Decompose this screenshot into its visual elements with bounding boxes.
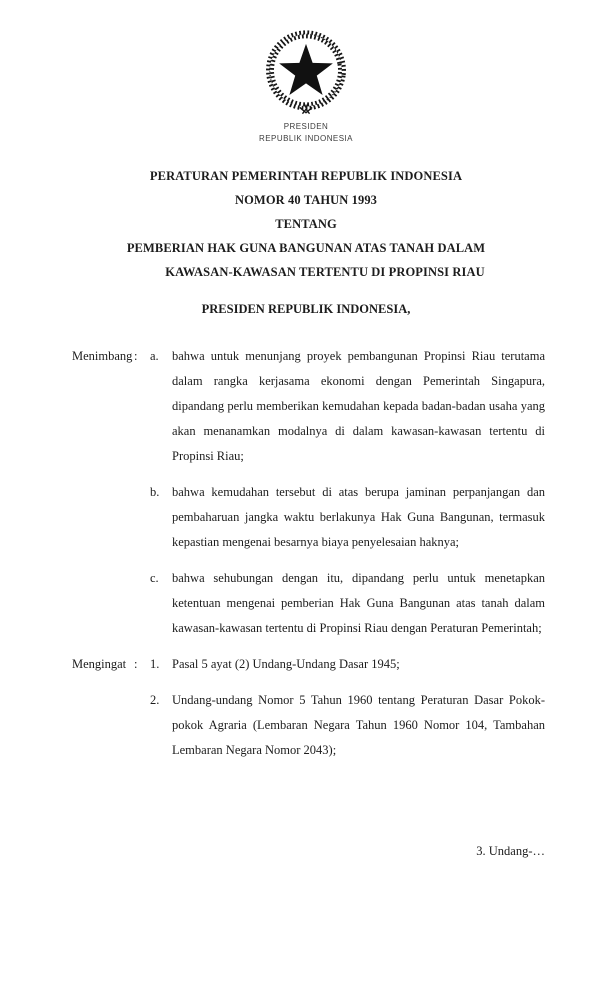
clause-row-mengingat-2 [72, 688, 545, 763]
item-marker: a. [150, 349, 159, 363]
letterhead-caption-line1: PRESIDEN [283, 122, 329, 131]
item-text: Undang-undang Nomor 5 Tahun 1960 tentang Peraturan Dasar Pokok-pokok Agraria (Lembaran Negara Tahun 1960 Nomor 104, Tambahan Lembaran Negara Nomor 2043); [172, 693, 545, 757]
letterhead [0, 0, 612, 144]
title-line-3: TENTANG [275, 217, 337, 231]
section-colon-spacer [134, 566, 150, 641]
section-colon: : [134, 349, 138, 363]
item-marker: c. [150, 571, 159, 585]
clause-row-menimbang-b [72, 480, 545, 555]
section-label: Menimbang [72, 349, 133, 363]
item-text: Pasal 5 ayat (2) Undang-Undang Dasar 1945; [172, 657, 400, 671]
catchword: 3. Undang-… [476, 844, 545, 858]
section-colon-spacer [134, 688, 150, 763]
letterhead-caption [0, 121, 612, 144]
clauses [0, 344, 612, 763]
title-line-2: NOMOR 40 TAHUN 1993 [234, 193, 378, 207]
clause-row-menimbang-c [72, 566, 545, 641]
title-line-1: PERATURAN PEMERINTAH REPUBLIK INDONESIA [149, 169, 463, 183]
section-colon-spacer [134, 480, 150, 555]
item-marker: 1. [150, 657, 160, 671]
section-label-spacer [72, 688, 134, 763]
clause-row-menimbang-a [72, 344, 545, 469]
section-colon: : [134, 657, 138, 671]
item-text: bahwa kemudahan tersebut di atas berupa jaminan perpanjangan dan pembaharuan jangka waktu berlakunya Hak Guna Bangunan, termasuk kepastian mengenai besarnya biaya penyelesaian haknya; [172, 485, 545, 549]
section-label: Mengingat [72, 657, 127, 671]
section-label-spacer [72, 480, 134, 555]
letterhead-caption-line2: REPUBLIK INDONESIA [259, 133, 353, 143]
item-text: bahwa untuk menunjang proyek pembangunan Propinsi Riau terutama dalam rangka kerjasama ekonomi dengan Pemerintah Singapura, dipandang perlu memberikan kemudahan kepada badan-badan usaha yang akan menanamkan modalnya di dalam kawasan-kawasan tertentu di Propinsi Riau; [172, 349, 545, 463]
clause-row-mengingat-1 [72, 652, 545, 677]
item-marker: b. [150, 485, 160, 499]
salutation: PRESIDEN REPUBLIK INDONESIA, [201, 302, 411, 316]
item-marker: 2. [150, 693, 160, 707]
item-text: bahwa sehubungan dengan itu, dipandang perlu untuk menetapkan ketentuan mengenai pemberian Hak Guna Bangunan atas tanah dalam kawasan-kawasan tertentu di Propinsi Riau dengan Peraturan Pemerintah; [172, 571, 545, 635]
presidential-seal-icon [253, 26, 359, 120]
title-line-5: KAWASAN-KAWASAN TERTENTU DI PROPINSI RIAU [165, 265, 485, 279]
title-block [0, 164, 612, 284]
section-label-spacer [72, 566, 134, 641]
title-line-4: PEMBERIAN HAK GUNA BANGUNAN ATAS TANAH DALAM [126, 241, 486, 255]
